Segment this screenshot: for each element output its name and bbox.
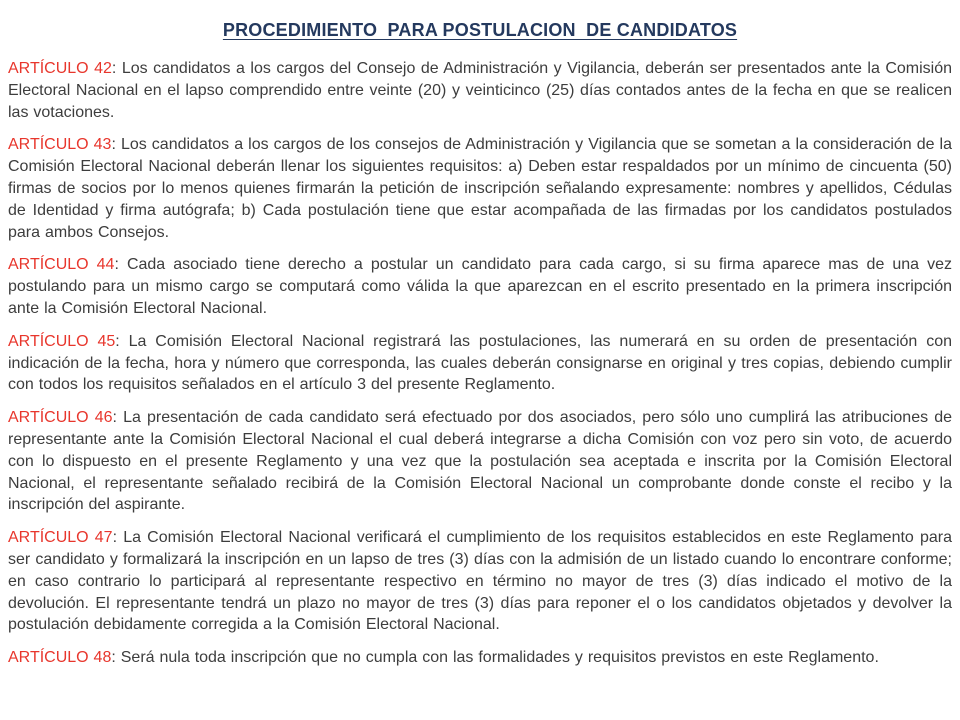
article-separator: : <box>111 60 122 77</box>
article-text: Los candidatos a los cargos del Consejo de Administración y Vigilancia, deberán ser presentados ante la Comisión Electoral Nacional en el lapso comprendido entre veinte (20) y veinticinco (25) días contados antes de la fecha en que se realicen las votaciones. <box>8 60 953 121</box>
article-label: ARTÍCULO 43 <box>8 136 112 154</box>
article-separator: : <box>115 332 129 350</box>
articles-list <box>8 58 952 669</box>
article-paragraph <box>8 527 952 636</box>
article-separator: : <box>112 409 124 427</box>
article-paragraph <box>8 407 952 516</box>
article-paragraph <box>8 254 952 319</box>
article-separator: : <box>111 649 121 667</box>
article-separator: : <box>111 136 121 154</box>
article-label: ARTÍCULO 45 <box>8 332 116 350</box>
article-paragraph <box>8 331 952 396</box>
article-text: La Comisión Electoral Nacional registrará las postulaciones, las numerará en su orden de presentación con indicación de la fecha, hora y número que corresponda, las cuales deberán consignarse en original y tres copias, debiendo cumplir con todos los requisitos señalados en el artículo 3 del presente Reglamento. <box>8 332 952 394</box>
article-paragraph <box>8 58 952 123</box>
article-label: ARTÍCULO 44 <box>8 256 115 274</box>
article-separator: : <box>112 529 124 547</box>
article-text: Cada asociado tiene derecho a postular un candidato para cada cargo, si su firma aparece mas de una vez postulando para un mismo cargo se computará como válida la que aparezcan en el escrito presentado en la primera inscripción ante la Comisión Electoral Nacional. <box>8 256 953 317</box>
article-text: La presentación de cada candidato será efectuado por dos asociados, pero sólo uno cumplirá las atribuciones de representante ante la Comisión Electoral Nacional el cual deberá integrarse a dicha Comisión con voz pero sin voto, de acuerdo con lo dispuesto en el presente Reglamento y una vez que la postulación sea aceptada e inscrita por la Comisión Electoral Nacional, el representante señalado recibirá de la Comisión Electoral Nacional un comprobante donde conste el recibo y la inscripción del aspirante. <box>8 409 952 514</box>
page-title: PROCEDIMIENTO PARA POSTULACION DE CANDIDATOS <box>222 20 738 40</box>
article-text: La Comisión Electoral Nacional verificará el cumplimiento de los requisitos establecidos en este Reglamento para ser candidato y formalizará la inscripción en un lapso de tres (3) días con la admisión de un listado cuando lo encontrare conforme; en caso contrario lo participará al representante respectivo en término no mayor de tres (3) días indicado el motivo de la devolución. El representante tendrá un plazo no mayor de tres (3) días para reponer el o los candidatos objetados y devolver la postulación debidamente corregida a la Comisión Electoral Nacional. <box>8 529 953 634</box>
article-label: ARTÍCULO 47 <box>8 529 113 547</box>
article-text: Será nula toda inscripción que no cumpla con las formalidades y requisitos previstos en este Reglamento. <box>120 649 879 667</box>
article-label: ARTÍCULO 46 <box>8 409 113 427</box>
article-paragraph <box>8 134 952 243</box>
article-label: ARTÍCULO 48 <box>8 649 112 667</box>
article-label: ARTÍCULO 42 <box>8 60 112 77</box>
article-text: Los candidatos a los cargos de los consejos de Administración y Vigilancia que se sometan a la consideración de la Comisión Electoral Nacional deberán llenar los siguientes requisitos: a) Deben estar respaldados por un mínimo de cincuenta (50) firmas de socios por lo menos quienes firmarán la petición de inscripción señalando expresamente: nombres y apellidos, Cédulas de Identidad y firma autógrafa; b) Cada postulación tiene que estar acompañada de las firmadas por los candidatos postulados para ambos Consejos. <box>8 136 953 241</box>
article-separator: : <box>114 256 127 274</box>
article-paragraph <box>8 647 952 669</box>
